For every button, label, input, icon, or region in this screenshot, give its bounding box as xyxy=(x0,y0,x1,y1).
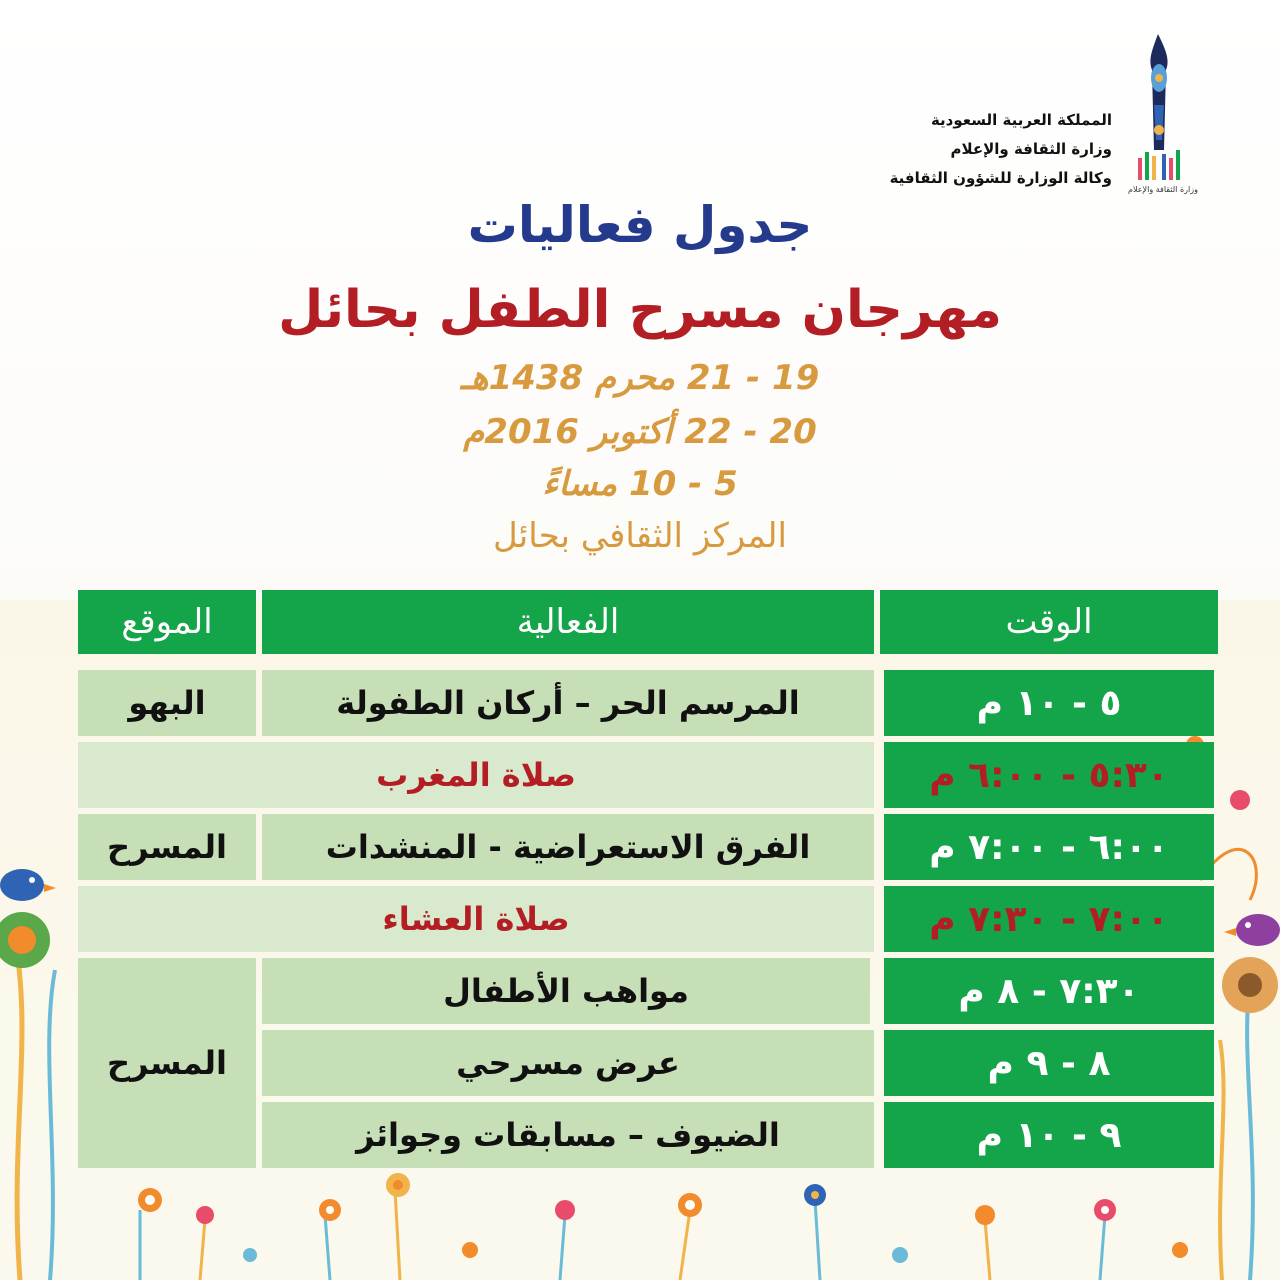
festival-name: مهرجان مسرح الطفل بحائل xyxy=(278,280,1002,340)
row1-time: ٥ - ١٠ م xyxy=(884,670,1214,736)
header-line-agency: وكالة الوزارة للشؤون الثقافية xyxy=(889,169,1112,187)
ministry-logo xyxy=(1118,30,1208,200)
row5-time: ٧:٣٠ - ٨ م xyxy=(884,958,1214,1024)
row4-time: ٧:٠٠ - ٧:٣٠ م xyxy=(884,886,1214,952)
row3-time: ٦:٠٠ - ٧:٠٠ م xyxy=(884,814,1214,880)
row3-activity: الفرق الاستعراضية - المنشدات xyxy=(262,814,874,880)
merged-location-theater: المسرح xyxy=(78,958,256,1168)
row6-time: ٨ - ٩ م xyxy=(884,1030,1214,1096)
header-location: الموقع xyxy=(78,590,256,654)
logo-caption: وزارة الثقافة والإعلام xyxy=(1128,185,1198,194)
row1-location: البهو xyxy=(78,670,256,736)
row3-location: المسرح xyxy=(78,814,256,880)
header-line-kingdom: المملكة العربية السعودية xyxy=(930,111,1112,129)
row2-maghrib-prayer: صلاة المغرب xyxy=(78,742,874,808)
row5-activity: مواهب الأطفال xyxy=(262,958,870,1024)
event-hours: 5 - 10 مساءً xyxy=(542,464,738,504)
row4-isha-prayer: صلاة العشاء xyxy=(78,886,874,952)
ministry-header xyxy=(812,106,1112,193)
header-line-ministry: وزارة الثقافة والإعلام xyxy=(950,140,1112,158)
row2-time: ٥:٣٠ - ٦:٠٠ م xyxy=(884,742,1214,808)
row6-activity: عرض مسرحي xyxy=(262,1030,874,1096)
schedule-title: جدول فعاليات xyxy=(467,196,813,254)
hijri-dates: 19 - 21 محرم 1438هـ xyxy=(460,358,820,398)
row7-time: ٩ - ١٠ م xyxy=(884,1102,1214,1168)
row7-activity: الضيوف – مسابقات وجوائز xyxy=(262,1102,874,1168)
venue: المركز الثقافي بحائل xyxy=(493,516,787,556)
header-time: الوقت xyxy=(880,590,1218,654)
row1-activity: المرسم الحر – أركان الطفولة xyxy=(262,670,874,736)
gregorian-dates: 20 - 22 أكتوبر 2016م xyxy=(463,412,817,452)
header-activity: الفعالية xyxy=(262,590,874,654)
